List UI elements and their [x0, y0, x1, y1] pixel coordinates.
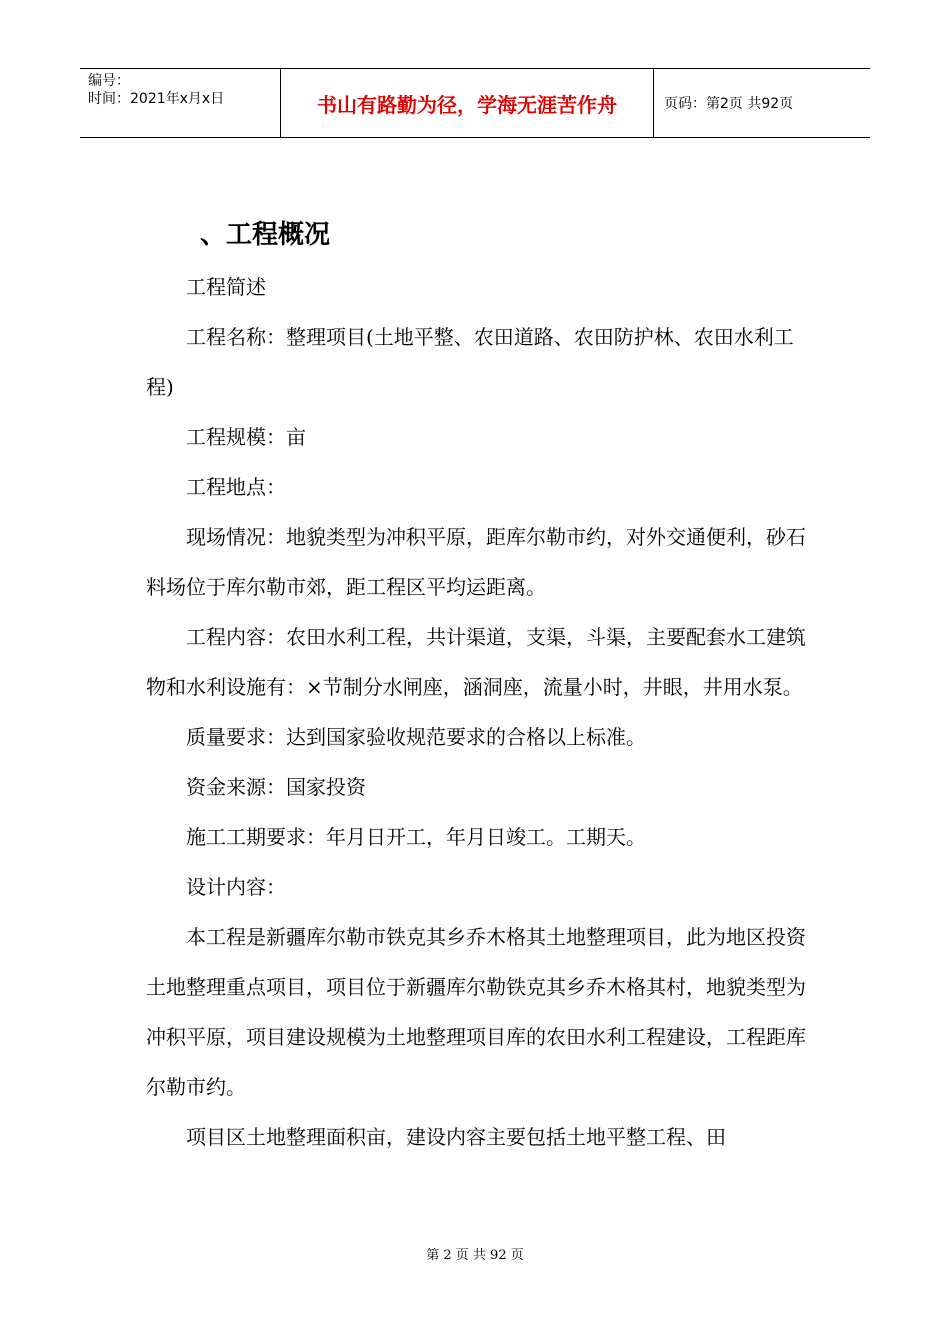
paragraph-11: 本工程是新疆库尔勒市铁克其乡乔木格其土地整理项目，此为地区投资土地整理重点项目，项目位于新疆库尔勒铁克其乡乔木格其村，地貌类型为冲积平原，项目建设规模为土地整理项目库的农田水利工程建设，工程距库尔勒市约。: [146, 925, 806, 1099]
header-info-cell: [80, 69, 281, 137]
paragraph-9: 施工工期要求：年月日开工，年月日竣工。工期天。: [186, 825, 646, 849]
paragraph-7: 质量要求：达到国家验收规范要求的合格以上标准。: [186, 725, 646, 749]
page-footer: [0, 1244, 950, 1263]
paragraph-2: 工程名称：整理项目(土地平整、农田道路、农田防护林、农田水利工程): [146, 325, 794, 399]
header-page-cell: [654, 69, 870, 137]
footer-page-number: 第 2 页 共 92 页: [426, 1248, 524, 1263]
paragraph-10: 设计内容：: [186, 875, 286, 899]
section-title: 、工程概况: [200, 220, 331, 250]
header-motto-cell: [281, 69, 654, 137]
paragraph-4: 工程地点：: [186, 475, 286, 499]
motto-text: 书山有路勤为径，学海无涯苦作舟: [317, 92, 617, 117]
paragraph-1: 工程简述: [186, 275, 266, 299]
page-info: 页码：第2页 共92页: [664, 96, 794, 112]
number-label: 编号：: [88, 73, 130, 89]
paragraph-6: 工程内容：农田水利工程，共计渠道，支渠，斗渠，主要配套水工建筑物和水利设施有：×节制分水闸座，涵洞座，流量小时，井眼，井用水泵。: [146, 625, 806, 699]
paragraph-5: 现场情况：地貌类型为冲积平原，距库尔勒市约，对外交通便利，砂石料场位于库尔勒市郊，距工程区平均运距离。: [146, 525, 806, 599]
paragraph-12: 项目区土地整理面积亩，建设内容主要包括土地平整工程、田: [186, 1125, 726, 1149]
paragraph-3: 工程规模：亩: [186, 425, 306, 449]
time-label: 时间：2021年x月x日: [88, 91, 225, 107]
page-header: [80, 68, 870, 138]
paragraph-8: 资金来源：国家投资: [186, 775, 366, 799]
document-body: [146, 262, 816, 1162]
